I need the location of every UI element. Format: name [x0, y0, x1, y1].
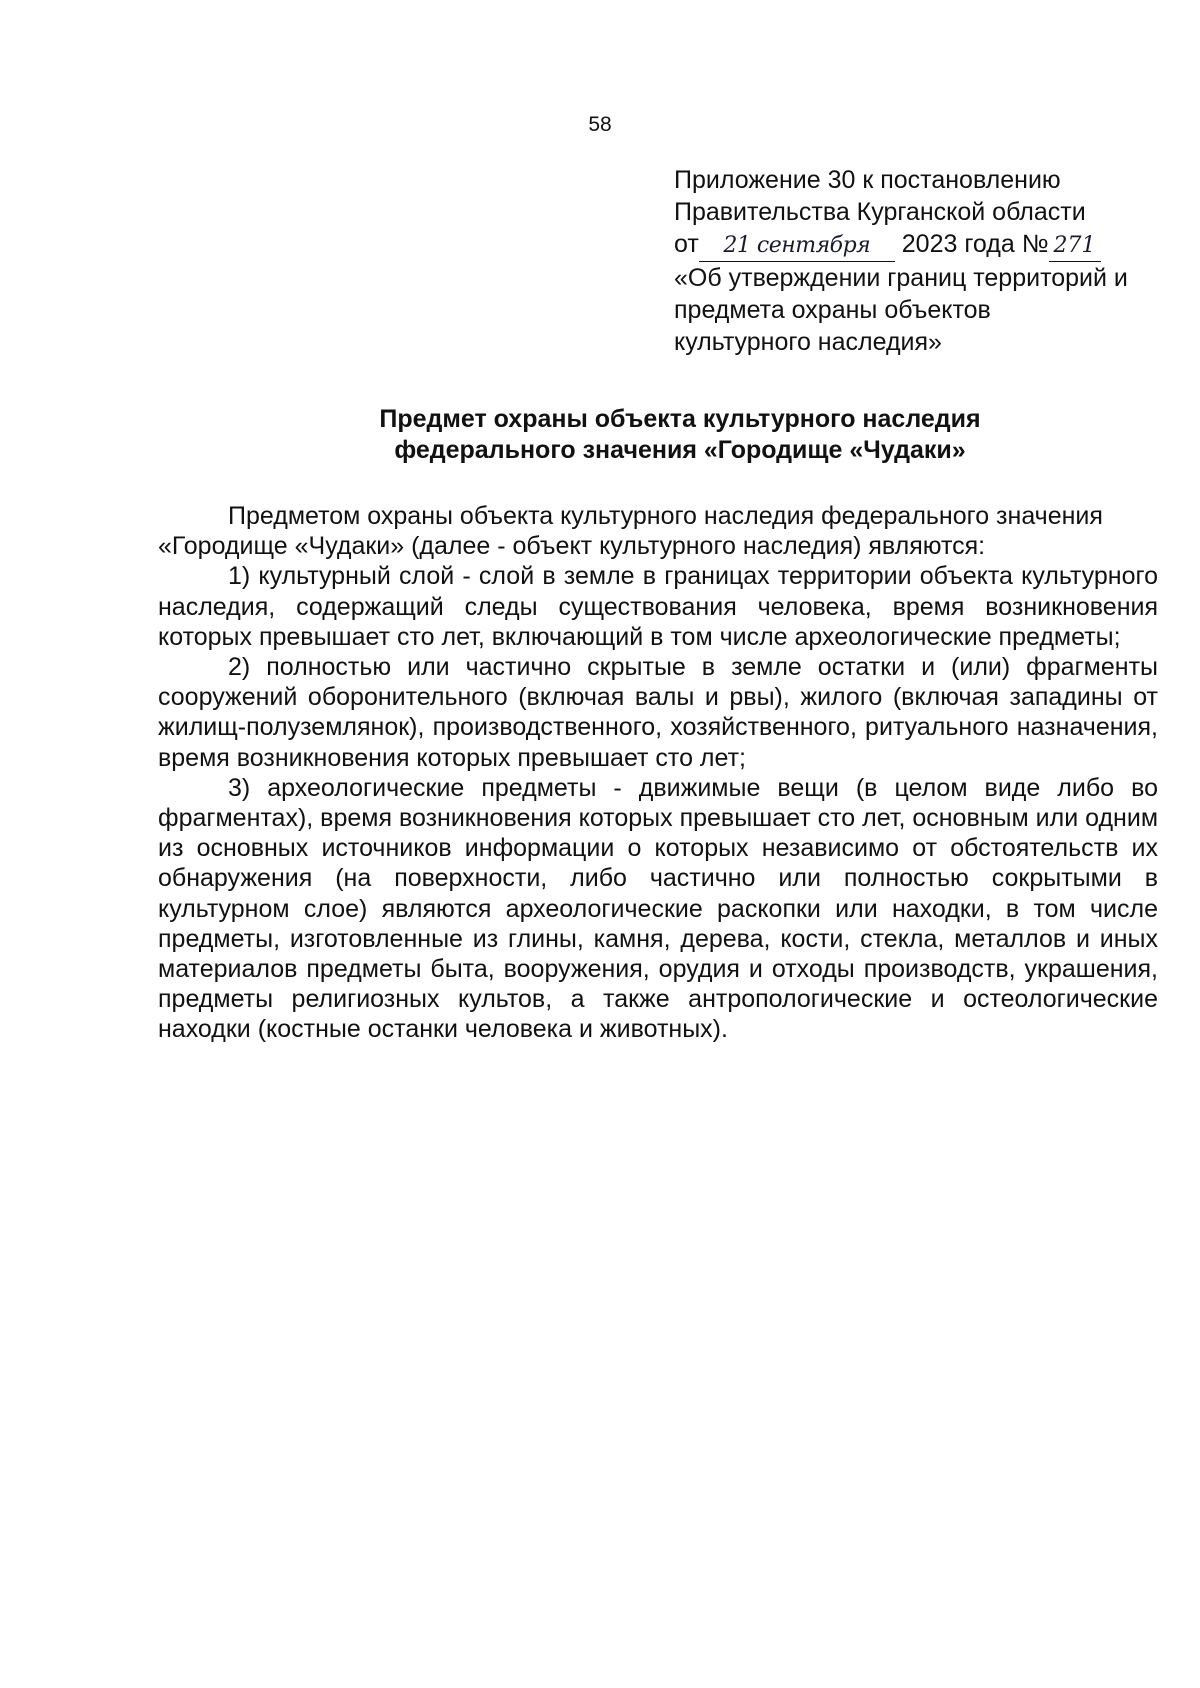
paragraph-intro: Предметом охраны объекта культурного наследия федерального значения «Городище «Чудаки» (далее - объект культурного наследия) являются: [158, 502, 1103, 561]
handwritten-date: 21 сентября [699, 231, 895, 262]
page-number: 58 [588, 113, 612, 136]
paragraph-item-3: 3) археологические предметы - движимые вещи (в целом виде либо во фрагментах), время возникновения которых превышает сто лет, основным или одним из основных источников информации о которых независимо от обстоятельств их обнаружения (на поверхности, либо частично или полностью сокрытыми в культурном слое) являются археологические раскопки или находки, в том числе предметы, изготовленные из глины, камня, дерева, кости, стекла, металлов и иных материалов предметы быта, вооружения, орудия и отходы производств, украшения, предметы религиозных культов, а также антропологические и остеологические находки (костные останки человека и животных). [158, 773, 1159, 1044]
appendix-date-line [674, 228, 1174, 262]
appendix-line-6: культурного наследия» [674, 328, 942, 356]
paragraph-item-2: 2) полностью или частично скрытые в земле остатки и (или) фрагменты сооружений оборонительного (включая валы и рвы), жилого (включая западины от жилищ-полуземлянок), производственного, хозяйственного, ритуального назначения, время возникновения которых превышает сто лет; [158, 653, 1158, 772]
appendix-line-4: «Об утверждении границ территорий и [674, 264, 1128, 292]
appendix-line-5: предмета охраны объектов [674, 296, 991, 324]
appendix-line-2: Правительства Курганской области [674, 198, 1086, 226]
number-prefix: № [1021, 230, 1049, 258]
title-line-2: федерального значения «Городище «Чудаки» [394, 436, 966, 464]
appendix-header [674, 164, 1174, 358]
document-title [160, 404, 1200, 466]
year-text: 2023 года [901, 230, 1015, 258]
appendix-line-1: Приложение 30 к постановлению [674, 166, 1061, 194]
paragraph-item-1: 1) культурный слой - слой в земле в границах территории объекта культурного наследия, содержащий следы существования человека, время возникновения которых превышает сто лет, включающий в том числе археологические предметы; [158, 562, 1158, 651]
title-line-1: Предмет охраны объекта культурного наследия [379, 405, 981, 433]
date-prefix: от [674, 230, 699, 258]
document-body [158, 501, 1158, 1045]
handwritten-number: 271 [1049, 231, 1101, 262]
